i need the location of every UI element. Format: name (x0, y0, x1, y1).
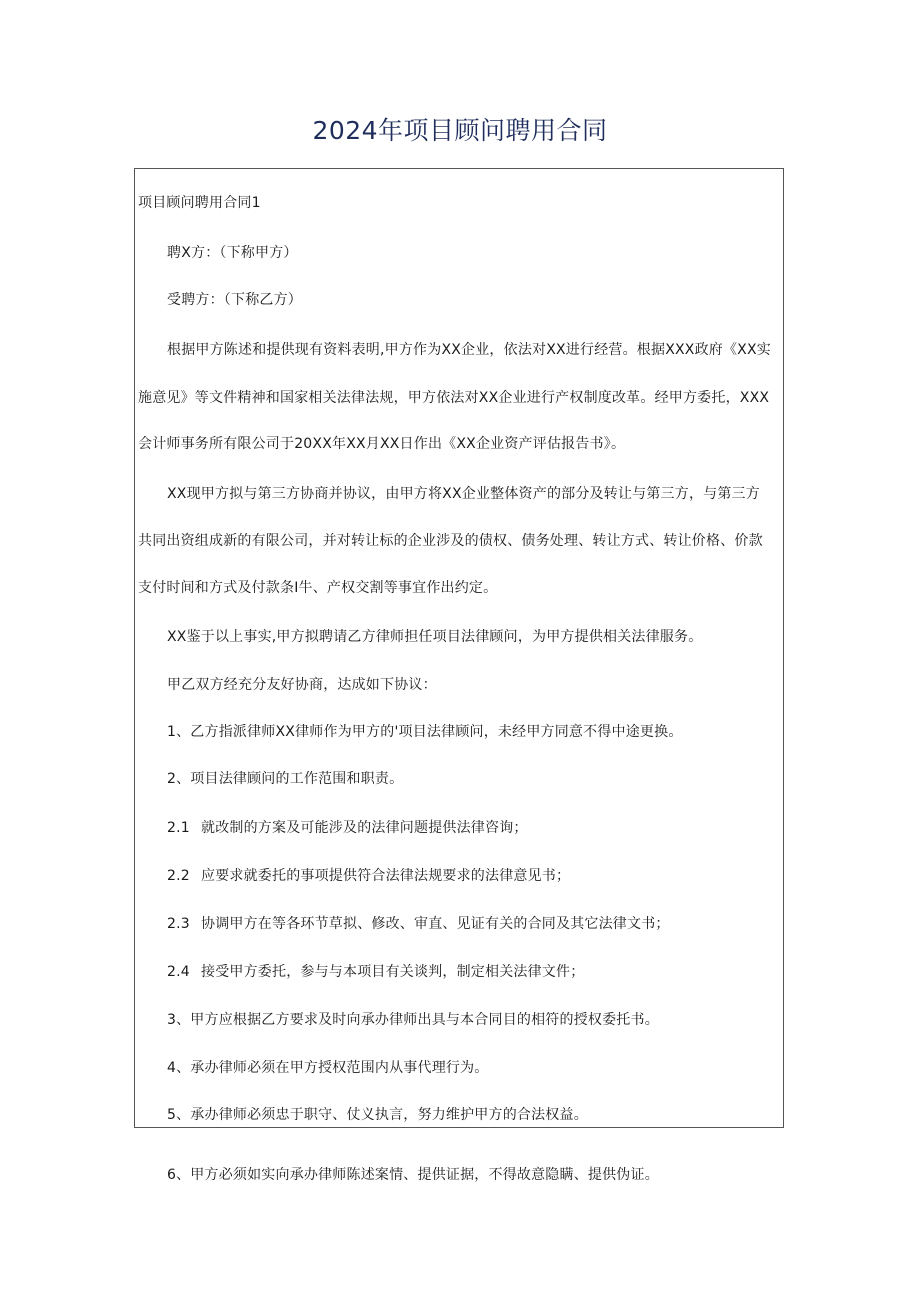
background-line-2: 施意见》等文件精神和国家相关法律法规，甲方依法对XX企业进行产权制度改革。经甲方委托，XXX (138, 390, 770, 406)
clause-2-4-number: 2.4 (167, 964, 190, 980)
clause-5: 5、承办律师必须忠于职守、仗义执言，努力维护甲方的合法权益。 (167, 1107, 588, 1123)
party-a-line: 聘X方：（下称甲方） (167, 245, 298, 261)
document-title: 2024年项目顾问聘用合同 (312, 116, 608, 145)
contract-heading: 项目顾问聘用合同1 (138, 195, 261, 211)
transfer-line-2: 共同出资组成新的有限公司，并对转让标的企业涉及的债权、债务处理、转让方式、转让价格、价款 (138, 533, 763, 549)
engagement-paragraph: XX鉴于以上事实,甲方拟聘请乙方律师担任项目法律顾问，为甲方提供相关法律服务。 (167, 629, 703, 645)
clause-2-2-number: 2.2 (167, 868, 190, 884)
clause-2-2 (167, 866, 570, 886)
clause-1: 1、乙方指派律师XX律师作为甲方的'项目法律顾问，未经甲方同意不得中途更换。 (167, 724, 683, 740)
background-line-1: 根据甲方陈述和提供现有资料表明,甲方作为XX企业，依法对XX进行经营。根据XXX政府《XX实 (167, 342, 771, 358)
clause-2-3 (167, 914, 670, 934)
clause-2-1 (167, 818, 528, 838)
clause-3: 3、甲方应根据乙方要求及时向承办律师出具与本合同目的相符的授权委托书。 (167, 1012, 659, 1028)
clause-2-3-text: 协调甲方在等各环节草拟、修改、审直、见证有关的合同及其它法律文书； (201, 916, 670, 932)
clause-2: 2、项目法律顾问的工作范围和职责。 (167, 771, 404, 787)
transfer-line-1: XX现甲方拟与第三方协商并协议，由甲方将XX企业整体资产的部分及转让与第三方，与第三方 (167, 486, 760, 502)
clause-4: 4、承办律师必须在甲方授权范围内从事代理行为。 (167, 1060, 489, 1076)
background-line-3: 会计师事务所有限公司于20XX年XX月XX日作出《XX企业资产评估报告书》。 (138, 436, 626, 452)
clause-6: 6、甲方必须如实向承办律师陈述案情、提供证据，不得故意隐瞒、提供伪证。 (167, 1167, 659, 1183)
clause-2-4-text: 接受甲方委托，参与与本项目有关谈判，制定相关法律文件； (201, 964, 585, 980)
party-b-line: 受聘方：（下称乙方） (167, 292, 302, 308)
content-frame (134, 168, 784, 1128)
clause-2-1-number: 2.1 (167, 820, 190, 836)
clause-2-2-text: 应要求就委托的事项提供符合法律法规要求的法律意见书； (201, 868, 571, 884)
transfer-line-3: 支付时间和方式及付款条I牛、产权交割等事宜作出约定。 (138, 580, 498, 596)
clause-2-3-number: 2.3 (167, 916, 190, 932)
clause-2-4 (167, 962, 584, 982)
clause-2-1-text: 就改制的方案及可能涉及的法律问题提供法律咨询； (201, 820, 528, 836)
agreement-intro: 甲乙双方经充分友好协商，达成如下协议： (167, 677, 437, 693)
